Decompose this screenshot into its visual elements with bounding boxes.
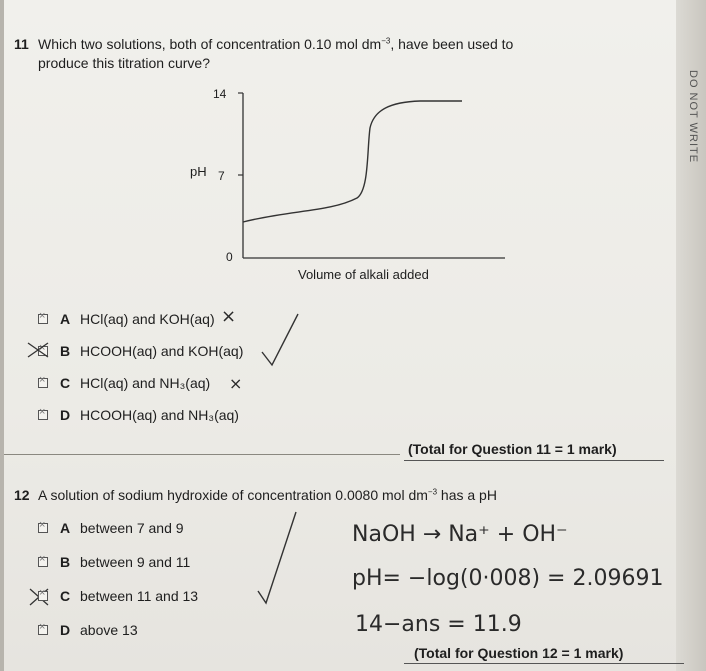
y-tick-label-7: 7 (218, 169, 225, 183)
q11-stem-a: Which two solutions, both of concentration 0.10 mol dm (38, 36, 382, 52)
q11-option-d-checkbox[interactable] (38, 410, 48, 420)
x-axis-label: Volume of alkali added (298, 267, 429, 282)
q12-option-b-checkbox[interactable] (38, 557, 48, 567)
q12-option-d-letter: D (60, 622, 71, 638)
q11-option-c-letter: C (60, 375, 71, 391)
q11-total: (Total for Question 11 = 1 mark) (408, 441, 617, 457)
q11-option-b-letter: B (60, 343, 71, 359)
q11-option-c-checkbox[interactable] (38, 378, 48, 388)
q11-option-a-text: HCl(aq) and KOH(aq) (80, 311, 215, 327)
q12-option-c-checkbox[interactable] (38, 591, 48, 601)
question-11-stem-line2: produce this titration curve? (38, 55, 210, 71)
divider-right (404, 460, 664, 461)
question-11-number: 11 (14, 36, 29, 52)
q12-total: (Total for Question 12 = 1 mark) (414, 645, 624, 661)
q12-stem-b: has a pH (437, 487, 497, 503)
q12-option-d-text: above 13 (80, 622, 138, 638)
q12-option-b-letter: B (60, 554, 71, 570)
q11-option-a-cross-mark: × (221, 306, 237, 327)
q12-working-line3: 14−ans = 11.9 (355, 612, 522, 637)
y-tick-label-14: 14 (213, 87, 227, 101)
question-11-stem-line1 (38, 36, 513, 52)
q12-option-c-letter: C (60, 588, 71, 604)
divider-bottom (404, 663, 684, 664)
divider-left (4, 454, 400, 455)
q12-option-b-text: between 9 and 11 (80, 554, 191, 570)
q12-working-line2: pH= −log(0·008) = 2.09691 (352, 566, 664, 591)
q11-option-c-text: HCl(aq) and NH₃(aq) (80, 375, 211, 391)
q11-option-d-letter: D (60, 407, 71, 423)
q12-stem-sup: −3 (427, 487, 438, 497)
q11-option-c-cross-mark: × (229, 374, 243, 393)
y-axis-label: pH (190, 164, 207, 179)
q11-stem-sup: −3 (381, 36, 391, 46)
q12-option-a-text: between 7 and 9 (80, 520, 184, 536)
q11-stem-b: , have been used to (390, 36, 514, 52)
question-12-number: 12 (14, 487, 30, 503)
q12-working-line1: NaOH → Na⁺ + OH⁻ (352, 522, 568, 547)
q11-option-b-text: HCOOH(aq) and KOH(aq) (80, 343, 244, 359)
q12-option-d-checkbox[interactable] (38, 625, 48, 635)
q11-option-b-checkbox[interactable] (38, 346, 48, 356)
margin-label: DO NOT WRITE (687, 70, 699, 164)
q11-option-a-letter: A (60, 311, 71, 327)
q12-option-a-checkbox[interactable] (38, 523, 48, 533)
q11-option-a-checkbox[interactable] (38, 314, 48, 324)
y-tick-label-0: 0 (226, 250, 233, 264)
q12-stem-a: A solution of sodium hydroxide of concentration 0.0080 mol dm (38, 487, 428, 503)
q12-option-c-text: between 11 and 13 (80, 588, 199, 604)
q12-option-a-letter: A (60, 520, 71, 536)
question-12-stem (38, 487, 497, 503)
q11-option-d-text: HCOOH(aq) and NH₃(aq) (80, 407, 239, 423)
